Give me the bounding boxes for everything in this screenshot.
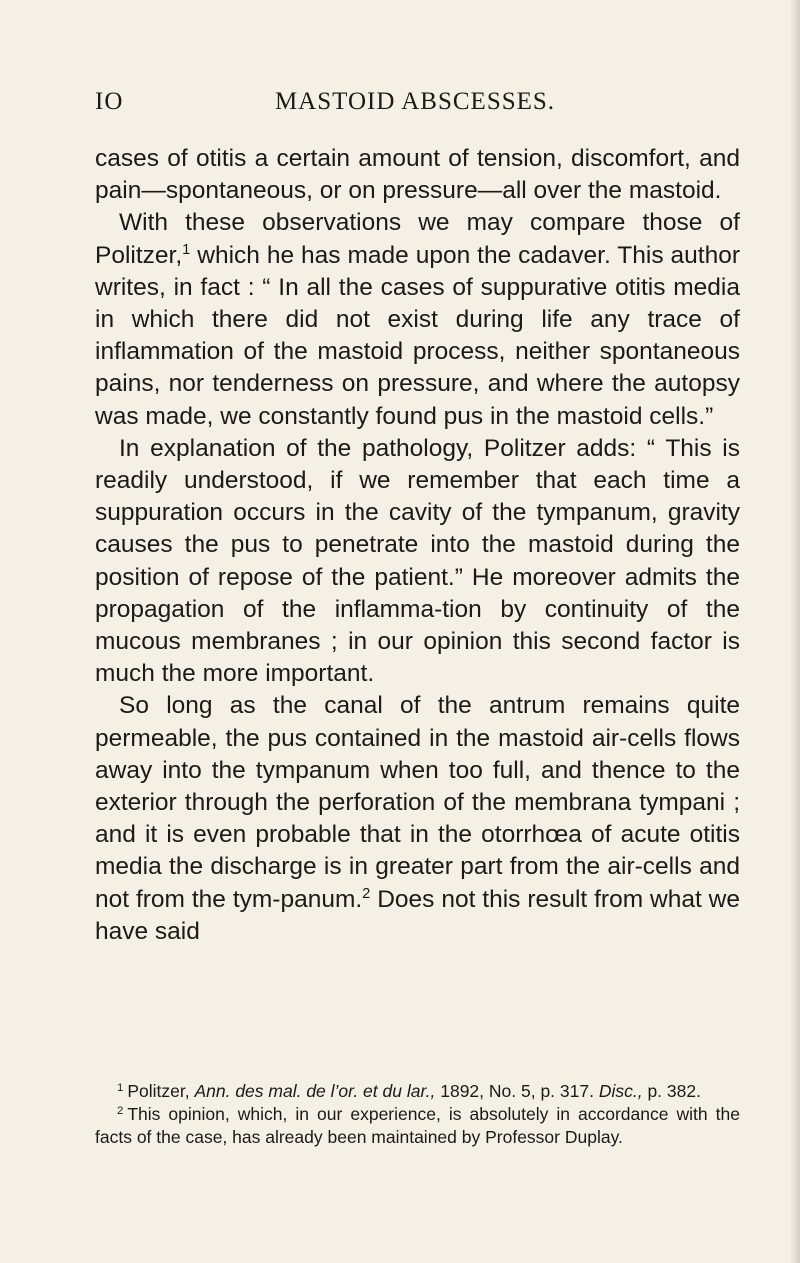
- page-number: IO: [95, 88, 124, 115]
- paragraph-3: In explanation of the pathology, Politzer adds: “ This is readily understood, if we remember that each time a suppuration occurs in the cavity of the tympanum, gravity causes the pus to penetrate into the mastoid during the position of repose of the patient.” He moreover admits the propagation of the inflamma-tion by continuity of the mucous membranes ; in our opinion this second factor is much the more important.: [95, 434, 740, 688]
- running-head: MASTOID ABSCESSES.: [274, 88, 556, 115]
- footnotes: [95, 1080, 740, 1149]
- footnote-ref-2: 2: [362, 885, 371, 902]
- footnote-1-disc: Disc.,: [598, 1081, 643, 1101]
- footnote-1-author: Politzer,: [127, 1081, 195, 1101]
- paragraph-4-text-b: Does not this result from what we have said: [95, 885, 740, 945]
- paragraph-2: [95, 207, 740, 432]
- footnote-2-text: This opinion, which, in our experience, is absolutely in accordance with the facts of the case, has already been maintained by Professor Duplay.: [95, 1104, 740, 1147]
- paragraph-1: cases of otitis a certain amount of tension, discomfort, and pain—spontaneous, or on pressure—all over the mastoid.: [95, 145, 740, 205]
- paragraph-4: [95, 690, 740, 948]
- page-edge-shadow: [790, 0, 800, 1263]
- footnote-1-mark: 1: [117, 1082, 124, 1095]
- footnote-1: [95, 1080, 740, 1103]
- footnote-1-details: 1892, No. 5, p. 317.: [435, 1081, 599, 1101]
- footnote-2: [95, 1103, 740, 1149]
- footnote-2-mark: 2: [117, 1105, 124, 1118]
- paragraph-2-text-a: With these observations we may compare those of Politzer,: [95, 209, 740, 269]
- footnote-1-page: p. 382.: [642, 1081, 701, 1101]
- page-header: [95, 88, 735, 128]
- paragraph-4-text-a: So long as the canal of the antrum remains quite permeable, the pus contained in the mastoid air-cells flows away into the tympanum when too full, and thence to the exterior through the perforation of the membrana tympani ; and it is even probable that in the otorrhœa of acute otitis media the discharge is in greater part from the air-cells and not from the tym-panum.: [95, 692, 740, 913]
- footnote-ref-1: 1: [182, 241, 191, 258]
- body-text: [95, 143, 740, 948]
- paragraph-2-text-b: which he has made upon the cadaver. This author writes, in fact : “ In all the cases of suppurative otitis media in which there did not exist during life any trace of inflammation of the mastoid process, neither spontaneous pains, nor tenderness on pressure, and where the autopsy was made, we constantly found pus in the mastoid cells.”: [95, 241, 740, 430]
- footnote-1-journal: Ann. des mal. de l’or. et du lar.,: [194, 1081, 436, 1101]
